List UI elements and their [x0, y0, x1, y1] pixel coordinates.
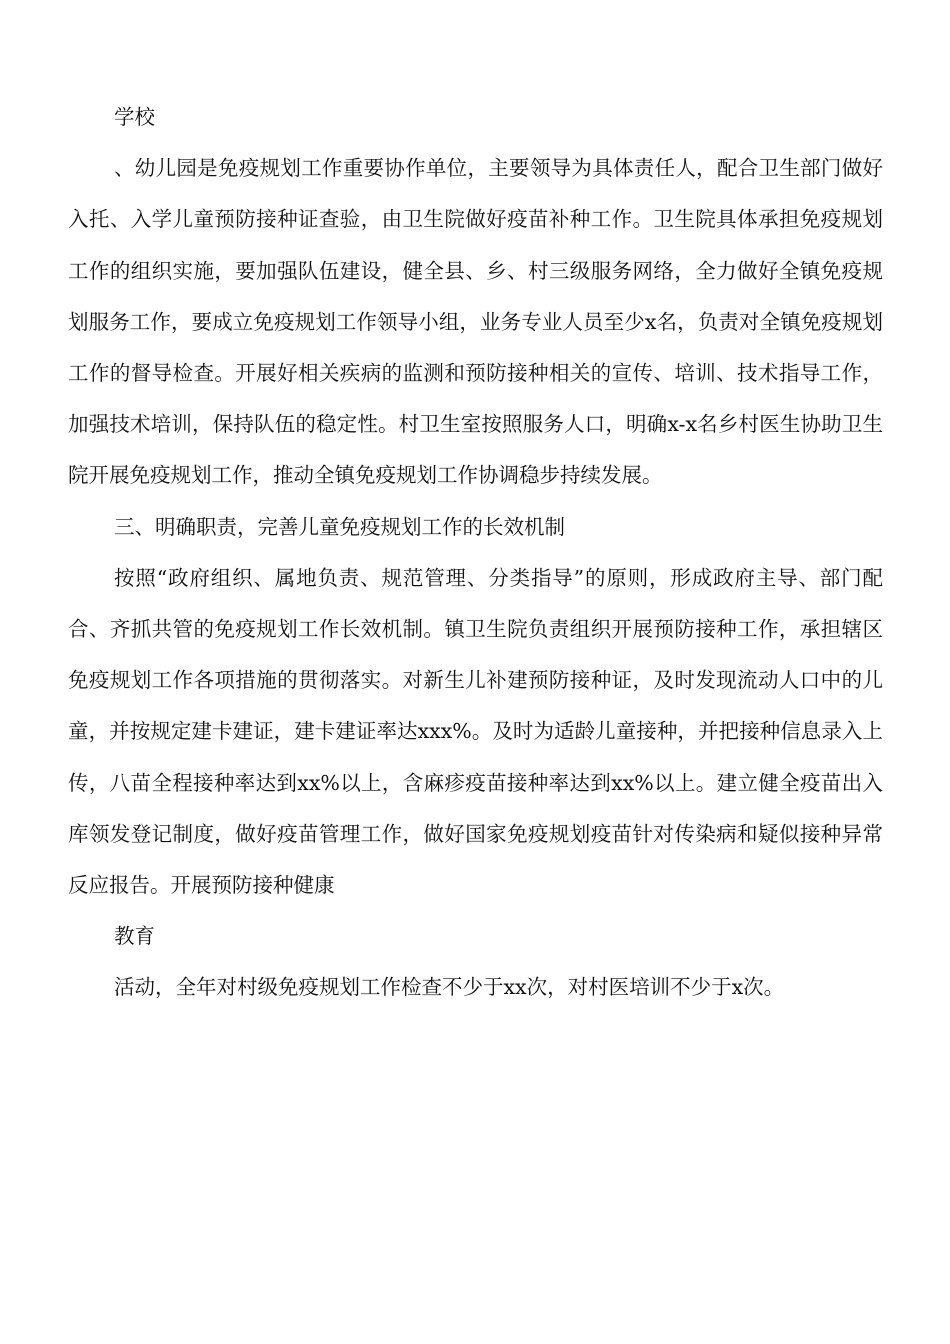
paragraph-activities: 活动，全年对村级免疫规划工作检查不少于xx次，对村医培训不少于x次。 [114, 975, 785, 1000]
paragraph-kindergarten-cooperation: 、幼儿园是免疫规划工作重要协作单位，主要领导为具体责任人，配合卫生部门做好入托、入学儿童预防接种证查验，由卫生院做好疫苗补种工作。卫生院具体承担免疫规划工作的组织实施，要加强队伍建设，健全县、乡、村三级服务网络，全力做好全镇免疫规划服务工作，要成立免疫规划工作领导小组，业务专业人员至少x名，负责对全镇免疫规划工作的督导检查。开展好相关疾病的监测和预防接种相关的宣传、培训、技术指导工作，加强技术培训，保持队伍的稳定性。村卫生室按照服务人口，明确x-x名乡村医生协助卫生院开展免疫规划工作，推动全镇免疫规划工作协调稳步持续发展。 [68, 156, 883, 488]
section-heading-three: 三、明确职责，完善儿童免疫规划工作的长效机制 [114, 514, 565, 539]
document-body [68, 92, 883, 1014]
paragraph-heading-education: 教育 [114, 924, 155, 949]
paragraph-long-term-mechanism: 按照“政府组织、属地负责、规范管理、分类指导”的原则，形成政府主导、部门配合、齐抓共管的免疫规划工作长效机制。镇卫生院负责组织开展预防接种工作，承担辖区免疫规划工作各项措施的贯彻落实。对新生儿补建预防接种证，及时发现流动人口中的儿童，并按规定建卡建证，建卡建证率达xxx%。及时为适龄儿童接种，并把接种信息录入上传，八苗全程接种率达到xx%以上，含麻疹疫苗接种率达到xx%以上。建立健全疫苗出入库领发登记制度，做好疫苗管理工作，做好国家免疫规划疫苗针对传染病和疑似接种异常反应报告。开展预防接种健康 [68, 565, 883, 898]
paragraph-heading-school: 学校 [114, 105, 155, 129]
